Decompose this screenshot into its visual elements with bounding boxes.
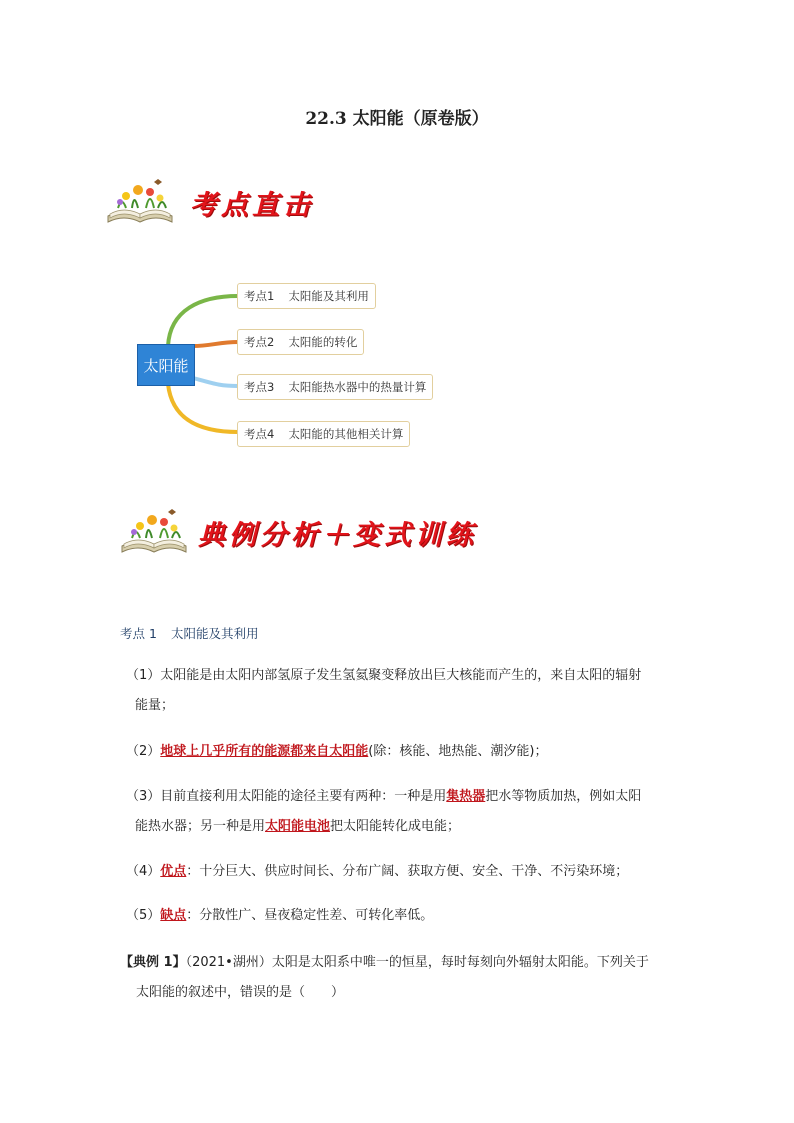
node-number: 考点2 bbox=[244, 335, 275, 349]
banner-title: 考点直击 bbox=[190, 189, 314, 221]
node-number: 考点1 bbox=[244, 289, 275, 303]
node-number: 考点4 bbox=[244, 427, 275, 441]
mindmap-node-2 bbox=[237, 329, 364, 355]
section-banner-kaodian bbox=[104, 178, 314, 226]
section-heading bbox=[120, 624, 258, 642]
connector-4 bbox=[168, 384, 238, 432]
point-3-line-2: 能热水器；另一种是用太阳能电池把太阳能转化成电能； bbox=[135, 819, 461, 834]
example-line-1: 【典例 1】（2021•湖州）太阳是太阳系中唯一的恒星，每时每刻向外辐射太阳能。下列关于 bbox=[120, 955, 649, 970]
point-2-highlight: 地球上几乎所有的能源都来自太阳能 bbox=[160, 744, 369, 759]
example-source: （2021•湖州） bbox=[185, 955, 272, 970]
point-4-highlight: 优点 bbox=[160, 864, 187, 879]
point-1-line-1: （1）太阳能是由太阳内部氢原子发生氢氦聚变释放出巨大核能而产生的，来自太阳的辐射 bbox=[126, 668, 642, 683]
node-number: 考点3 bbox=[244, 380, 275, 394]
section-banner-dianli bbox=[118, 508, 477, 556]
connector-1 bbox=[168, 296, 238, 346]
point-5-highlight: 缺点 bbox=[160, 908, 187, 923]
point-1-line-2: 能量； bbox=[135, 698, 175, 713]
node-label: 太阳能的其他相关计算 bbox=[288, 427, 404, 441]
point-3 bbox=[126, 782, 686, 842]
point-3-line-1: （3）目前直接利用太阳能的途径主要有两种：一种是用集热器把水等物质加热，例如太阳 bbox=[126, 789, 642, 804]
node-label: 太阳能的转化 bbox=[288, 335, 358, 349]
banner-title: 典例分析＋变式训练 bbox=[198, 519, 477, 551]
flower-book-icon bbox=[104, 178, 176, 226]
example-tag: 【典例 1】 bbox=[120, 955, 186, 970]
section-label: 太阳能及其利用 bbox=[170, 626, 259, 641]
mindmap-node-1 bbox=[237, 283, 376, 309]
section-number: 考点 1 bbox=[120, 626, 157, 641]
point-2-suffix: (除：核能、地热能、潮汐能)； bbox=[368, 744, 548, 759]
point-4: （4）优点：十分巨大、供应时间长、分布广阔、获取方便、安全、干净、不污染环境； bbox=[126, 864, 629, 879]
example-1 bbox=[120, 948, 690, 1008]
point-3-highlight-1: 集热器 bbox=[446, 789, 486, 804]
point-2 bbox=[126, 737, 686, 767]
node-label: 太阳能及其利用 bbox=[288, 289, 369, 303]
mindmap-node-3 bbox=[237, 374, 433, 400]
point-1 bbox=[126, 661, 686, 721]
page-title: 22.3 太阳能（原卷版） bbox=[305, 109, 489, 129]
node-label: 太阳能热水器中的热量计算 bbox=[288, 380, 427, 394]
point-2-prefix: （2） bbox=[126, 744, 161, 759]
mindmap-node-4 bbox=[237, 421, 410, 447]
point-3-highlight-2: 太阳能电池 bbox=[265, 819, 331, 834]
point-5: （5）缺点：分散性广、昼夜稳定性差、可转化率低。 bbox=[126, 908, 434, 923]
example-line-2: 太阳能的叙述中，错误的是（ ） bbox=[136, 985, 345, 1000]
mindmap-center: 太阳能 bbox=[137, 344, 195, 386]
connector-2 bbox=[193, 342, 238, 346]
connector-3 bbox=[193, 378, 238, 386]
flower-book-icon bbox=[118, 508, 190, 556]
